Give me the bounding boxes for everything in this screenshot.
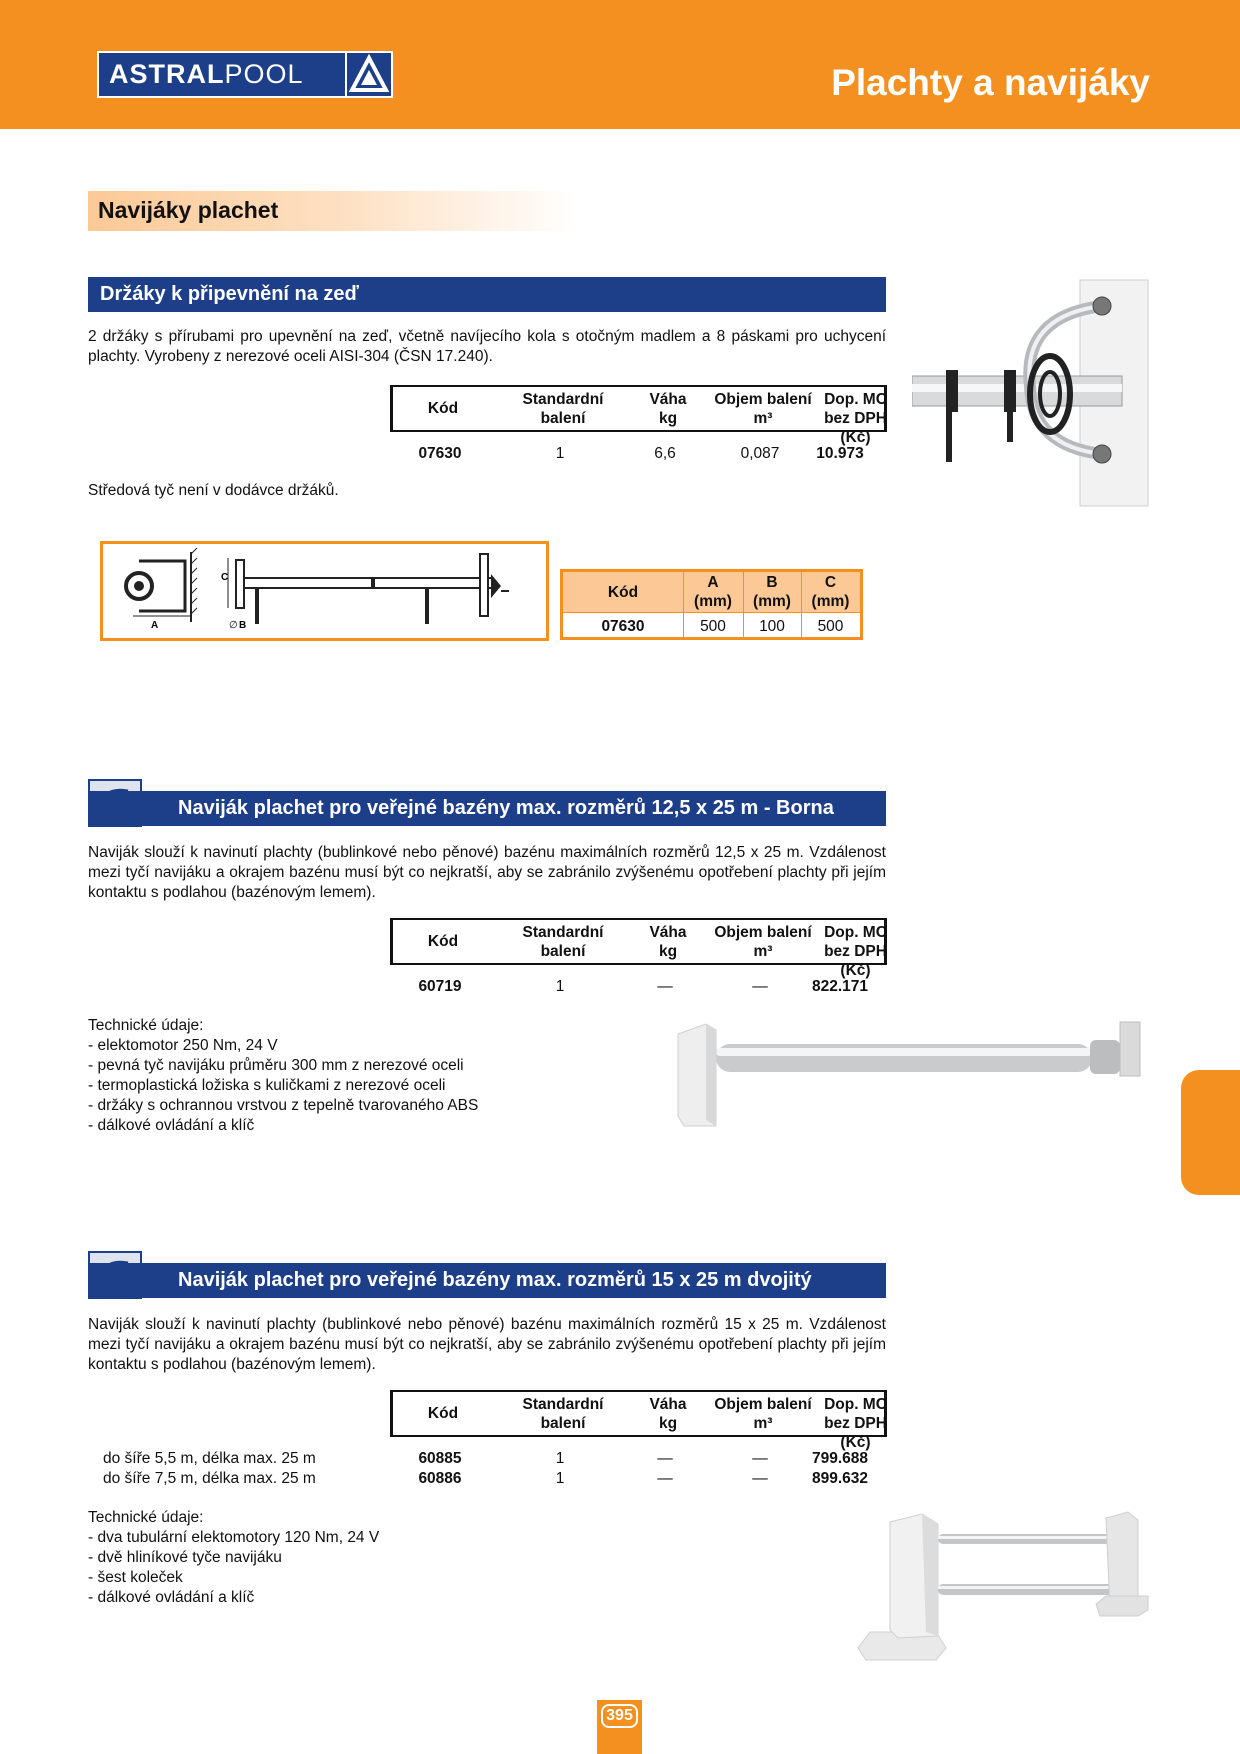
col-obj-header-line1: Objem balení	[714, 391, 812, 408]
row-dop: 10.973	[816, 445, 864, 462]
product1-table-header	[390, 385, 887, 446]
col-vaha-header	[633, 1395, 703, 1433]
col-kod-header: Kód	[427, 400, 459, 417]
dim-a-value: 500	[700, 618, 726, 635]
row-vaha: 6,6	[654, 445, 676, 462]
row-obj: 0,087	[740, 445, 780, 462]
col-std-header	[493, 390, 633, 428]
product1-title-bar: Držáky k připevnění na zeď	[88, 277, 886, 312]
col-dop-header	[818, 923, 893, 980]
col-obj-header	[703, 390, 823, 428]
col-dop-header-line2: bez DPH (Kč)	[824, 943, 887, 979]
row-obj: —	[752, 978, 768, 995]
tech-item: - termoplastická ložiska s kuličkami z nerezové oceli	[88, 1077, 446, 1094]
col-vaha-header	[633, 390, 703, 428]
tech-item: - dva tubulární elektomotory 120 Nm, 24 V	[88, 1529, 380, 1546]
section-title: Navijáky plachet	[88, 191, 578, 231]
diagram-label-c: C	[221, 572, 229, 583]
tech-title: Technické údaje:	[88, 1017, 204, 1034]
col-std-header-line1: Standardní	[522, 924, 604, 941]
row-kod: 07630	[418, 445, 462, 462]
col-obj-header-line2: m³	[753, 943, 773, 960]
col-vaha-header-line1: Váha	[649, 391, 687, 408]
product3-description: Naviják slouží k navinutí plachty (bublinkové nebo pěnové) bazénu maximálních rozměrů 15 x 25 m. Vzdálenost mezi tyčí navijáku a okrajem bazénu musí být co nejkratší, aby se zabránilo zvýšenému opotřebení plachty při jejím kontaktu s podlahou (bazénovým lemem).	[88, 1316, 886, 1373]
row-std: 1	[555, 445, 565, 462]
table-row	[390, 978, 887, 998]
row-vaha: —	[657, 1450, 673, 1467]
dim-b-header	[743, 573, 801, 611]
page-header	[0, 0, 1240, 129]
col-std-header-line2: balení	[540, 410, 586, 427]
col-obj-header-line2: m³	[753, 410, 773, 427]
product3-title-bar: Naviják plachet pro veřejné bazény max. rozměrů 15 x 25 m dvojitý	[88, 1263, 886, 1298]
row-label: do šíře 5,5 m, délka max. 25 m	[103, 1450, 316, 1467]
col-dop-header	[818, 1395, 893, 1452]
col-obj-header-line2: m³	[753, 1415, 773, 1432]
tech-item: - elektomotor 250 Nm, 24 V	[88, 1037, 278, 1054]
logo-text-light: POOL	[224, 59, 304, 89]
col-obj-header-line1: Objem balení	[714, 1396, 812, 1413]
diagram-label-b: B	[239, 620, 247, 631]
col-kod-header: Kód	[427, 933, 459, 950]
product3-tech-specs	[88, 1508, 379, 1608]
row-obj: —	[752, 1470, 768, 1487]
row-label: do šíře 7,5 m, délka max. 25 m	[103, 1470, 316, 1487]
row-kod: 60886	[418, 1470, 462, 1487]
dim-c-header	[801, 573, 860, 611]
row-vaha: —	[657, 1470, 673, 1487]
tech-item: - dálkové ovládání a klíč	[88, 1117, 255, 1134]
col-obj-header	[703, 1395, 823, 1433]
dim-b-header-line2: (mm)	[753, 593, 791, 610]
tech-item: - držáky s ochrannou vrstvou z tepelně tvarovaného ABS	[88, 1097, 479, 1114]
dim-a-header-line1: A	[707, 574, 719, 591]
dim-a-header	[683, 573, 743, 611]
col-std-header	[493, 923, 633, 961]
col-dop-header-line1: Dop. MC	[824, 1396, 887, 1413]
tech-title: Technické údaje:	[88, 1509, 204, 1526]
tech-item: - dvě hliníkové tyče navijáku	[88, 1549, 282, 1566]
logo-text-bold: ASTRAL	[109, 59, 225, 89]
row-dop: 822.171	[811, 978, 869, 995]
dimension-table-divider	[563, 612, 860, 613]
dim-c-header-line2: (mm)	[811, 593, 850, 610]
dim-a-header-line2: (mm)	[694, 593, 732, 610]
col-vaha-header-line1: Váha	[649, 1396, 687, 1413]
page-number: 395	[601, 1704, 638, 1728]
row-std: 1	[555, 978, 565, 995]
col-vaha-header-line1: Váha	[649, 924, 687, 941]
table-row	[390, 1450, 887, 1470]
astralpool-triangle-icon	[345, 53, 391, 96]
page-title: Plachty a navijáky	[831, 62, 1150, 103]
row-kod: 60885	[418, 1450, 462, 1467]
col-std-header-line1: Standardní	[522, 1396, 604, 1413]
col-dop-header-line2: bez DPH (Kč)	[824, 410, 887, 446]
diagram-label-phi: ∅	[229, 620, 238, 631]
dim-kod-header: Kód	[607, 584, 639, 601]
dim-b-value: 100	[759, 618, 785, 635]
table-row	[390, 1470, 887, 1490]
product2-table-header	[390, 918, 887, 979]
col-std-header-line2: balení	[540, 943, 586, 960]
col-vaha-header-line2: kg	[658, 1415, 678, 1432]
product1-description: 2 držáky s přírubami pro upevnění na zeď, včetně navíjecího kola s otočným madlem a 8 páskami pro uchycení plachty. Vyrobeny z nerezové oceli AISI-304 (ČSN 17.240).	[88, 328, 886, 365]
dim-c-value: 500	[817, 618, 844, 635]
borna-reel-photo	[676, 1020, 1142, 1130]
col-obj-header-line1: Objem balení	[714, 924, 812, 941]
row-vaha: —	[657, 978, 673, 995]
page-number-tab	[597, 1700, 642, 1754]
col-std-header	[493, 1395, 633, 1433]
dimension-diagram	[100, 541, 549, 641]
col-dop-header-line1: Dop. MC	[824, 391, 887, 408]
col-dop-header-line1: Dop. MC	[824, 924, 887, 941]
product3-table-header	[390, 1390, 887, 1451]
col-vaha-header-line2: kg	[658, 943, 678, 960]
row-std: 1	[555, 1450, 565, 1467]
col-vaha-header	[633, 923, 703, 961]
table-row	[390, 445, 887, 465]
wall-bracket-photo	[912, 276, 1152, 508]
product2-tech-specs	[88, 1016, 478, 1136]
tech-item: - pevná tyč navijáku průměru 300 mm z nerezové oceli	[88, 1057, 464, 1074]
dim-kod-value: 07630	[601, 618, 645, 635]
dim-c-header-line1: C	[824, 574, 837, 591]
tech-item: - šest koleček	[88, 1569, 183, 1586]
col-vaha-header-line2: kg	[658, 410, 678, 427]
dimension-table	[560, 569, 863, 640]
diagram-label-a: A	[151, 620, 159, 631]
dim-b-header-line1: B	[766, 574, 778, 591]
col-dop-header	[818, 390, 893, 447]
col-obj-header	[703, 923, 823, 961]
row-dop: 899.632	[811, 1470, 869, 1487]
row-dop: 799.688	[811, 1450, 869, 1467]
double-reel-photo	[856, 1508, 1152, 1663]
col-std-header-line2: balení	[540, 1415, 586, 1432]
product2-title-bar: Naviják plachet pro veřejné bazény max. rozměrů 12,5 x 25 m - Borna	[88, 791, 886, 826]
product1-note: Středová tyč není v dodávce držáků.	[88, 482, 339, 499]
col-kod-header: Kód	[427, 1405, 459, 1422]
row-std: 1	[555, 1470, 565, 1487]
row-obj: —	[752, 1450, 768, 1467]
col-std-header-line1: Standardní	[522, 391, 604, 408]
product2-description: Naviják slouží k navinutí plachty (bublinkové nebo pěnové) bazénu maximálních rozměrů 12,5 x 25 m. Vzdálenost mezi tyčí navijáku a okrajem bazénu musí být co nejkratší, aby se zabránilo zvýšenému opotřebení plachty při jejím kontaktu s podlahou (bazénovým lemem).	[88, 844, 886, 901]
tech-item: - dálkové ovládání a klíč	[88, 1589, 255, 1606]
row-kod: 60719	[418, 978, 462, 995]
side-chapter-tab	[1181, 1070, 1240, 1195]
col-dop-header-line2: bez DPH (Kč)	[824, 1415, 887, 1451]
astralpool-logo	[97, 51, 393, 98]
